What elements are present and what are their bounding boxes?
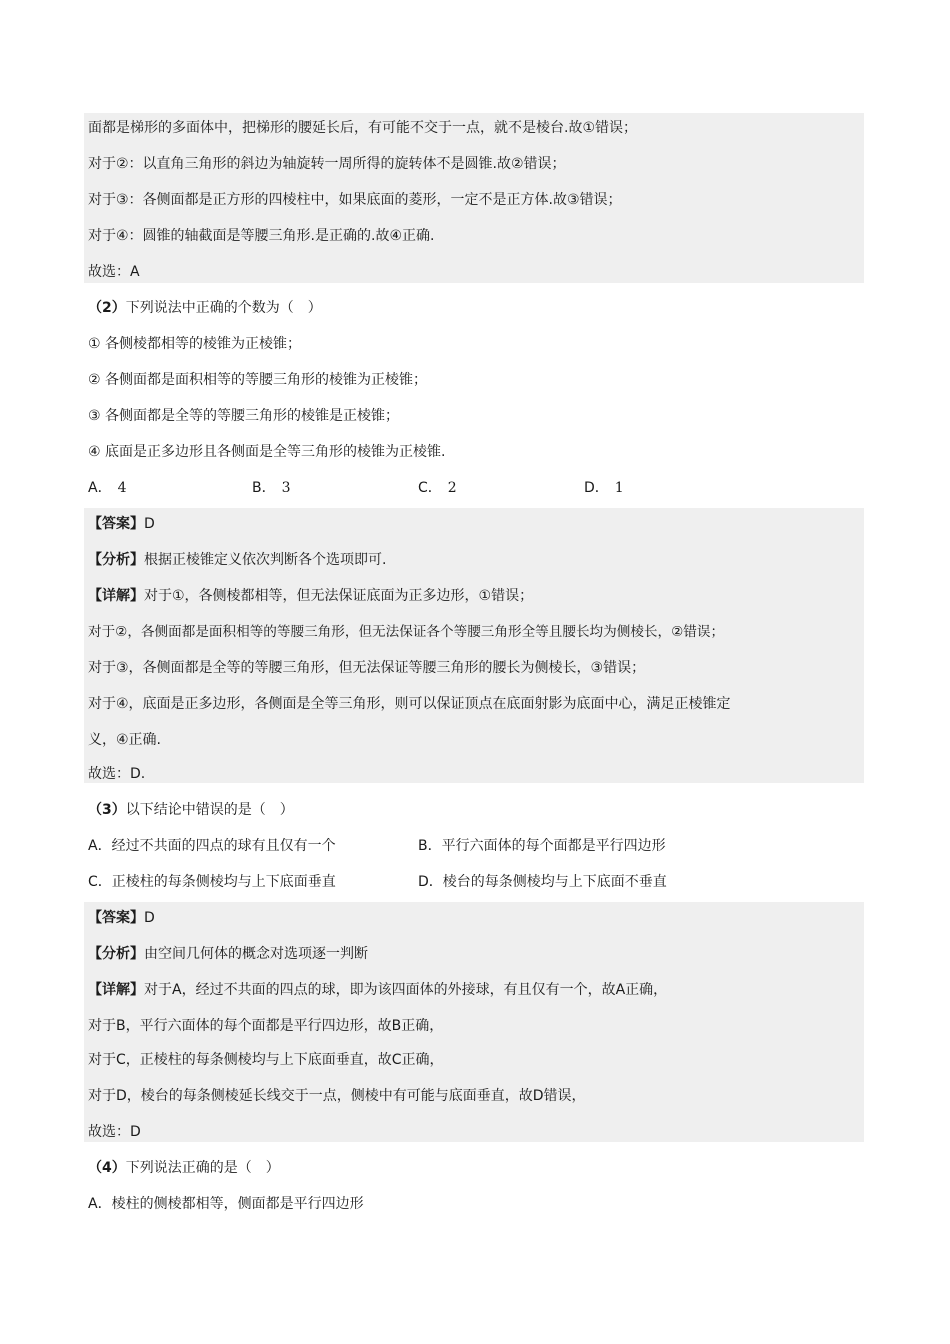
analysis-line xyxy=(88,550,386,570)
option-d: D．棱台的每条侧棱均与上下底面不垂直 xyxy=(418,874,667,890)
question-2-stem xyxy=(88,298,322,318)
option-value: 4 xyxy=(117,480,127,496)
option-value: 2 xyxy=(447,480,457,496)
detail-line: 义，④正确. xyxy=(88,732,162,748)
solution-line: 对于④：圆锥的轴截面是等腰三角形.是正确的.故④正确. xyxy=(88,228,435,244)
question-text: 下列说法中正确的个数为（ ） xyxy=(125,300,322,316)
detail-line: 对于③，各侧面都是全等的等腰三角形，但无法保证等腰三角形的腰长为侧棱长，③错误； xyxy=(88,660,646,676)
option-c xyxy=(418,478,457,498)
analysis-text: 由空间几何体的概念对选项逐一判断 xyxy=(144,946,368,962)
option-value: 1 xyxy=(614,480,624,496)
detail-line: 对于②，各侧面都是面积相等的等腰三角形，但无法保证各个等腰三角形全等且腰长均为侧棱长，②错误； xyxy=(88,624,725,640)
answer-tag: 【答案】 xyxy=(88,910,144,926)
detail-text: 对于①，各侧棱都相等，但无法保证底面为正多边形，①错误； xyxy=(144,588,534,604)
question-number: （3） xyxy=(88,802,126,818)
detail-tag: 【详解】 xyxy=(88,588,144,604)
answer-tag: 【答案】 xyxy=(88,516,144,532)
option-a: A．经过不共面的四点的球有且仅有一个 xyxy=(88,838,336,854)
question-3-stem xyxy=(88,800,294,820)
question-number: （2） xyxy=(88,300,126,316)
solution-line: 对于②：以直角三角形的斜边为轴旋转一周所得的旋转体不是圆锥.故②错误； xyxy=(88,156,566,172)
question-4-stem xyxy=(88,1158,280,1178)
detail-line: 对于D，棱台的每条侧棱延长线交于一点，侧棱中有可能与底面垂直，故D错误， xyxy=(88,1088,586,1104)
analysis-line xyxy=(88,944,368,964)
question-text: 以下结论中错误的是（ ） xyxy=(125,802,294,818)
answer-line xyxy=(88,908,155,928)
option-label: A． xyxy=(88,480,112,496)
answer-value: D xyxy=(144,910,155,926)
option-d xyxy=(584,478,624,498)
question-number: （4） xyxy=(88,1160,126,1176)
detail-line: 对于④，底面是正多边形，各侧面是全等三角形，则可以保证顶点在底面射影为底面中心，满足正棱锥定 xyxy=(88,696,731,712)
solution-line: 对于③：各侧面都是正方形的四棱柱中，如果底面的菱形，一定不是正方体.故③错误； xyxy=(88,192,622,208)
question-text: 下列说法正确的是（ ） xyxy=(125,1160,280,1176)
answer-line xyxy=(88,514,155,534)
solution-line: 故选：A xyxy=(88,264,140,280)
option-c: C．正棱柱的每条侧棱均与上下底面垂直 xyxy=(88,874,336,890)
analysis-tag: 【分析】 xyxy=(88,946,144,962)
detail-line: 故选：D xyxy=(88,1124,141,1140)
option-a: A．棱柱的侧棱都相等，侧面都是平行四边形 xyxy=(88,1196,364,1212)
option-label: B． xyxy=(252,480,276,496)
option-b xyxy=(252,478,291,498)
option-a xyxy=(88,478,127,498)
analysis-text: 根据正棱锥定义依次判断各个选项即可. xyxy=(144,552,387,568)
detail-text: 对于A，经过不共面的四点的球，即为该四面体的外接球，有且仅有一个，故A正确， xyxy=(144,982,668,998)
solution-line: 面都是梯形的多面体中，把梯形的腰延长后，有可能不交于一点，就不是棱台.故①错误； xyxy=(88,120,637,136)
option-label: D． xyxy=(584,480,609,496)
statement-item: ④ 底面是正多边形且各侧面是全等三角形的棱锥为正棱锥. xyxy=(88,444,446,460)
detail-line: 对于B，平行六面体的每个面都是平行四边形，故B正确， xyxy=(88,1018,444,1034)
option-label: C． xyxy=(418,480,442,496)
analysis-tag: 【分析】 xyxy=(88,552,144,568)
detail-line: 对于C，正棱柱的每条侧棱均与上下底面垂直，故C正确， xyxy=(88,1052,444,1068)
answer-value: D xyxy=(144,516,155,532)
detail-line xyxy=(88,980,667,1000)
statement-item: ① 各侧棱都相等的棱锥为正棱锥； xyxy=(88,336,302,352)
statement-item: ② 各侧面都是面积相等的等腰三角形的棱锥为正棱锥； xyxy=(88,372,427,388)
detail-line xyxy=(88,586,533,606)
option-value: 3 xyxy=(281,480,291,496)
statement-item: ③ 各侧面都是全等的等腰三角形的棱锥是正棱锥； xyxy=(88,408,399,424)
detail-line: 故选：D. xyxy=(88,766,146,782)
detail-tag: 【详解】 xyxy=(88,982,144,998)
option-b: B．平行六面体的每个面都是平行四边形 xyxy=(418,838,666,854)
